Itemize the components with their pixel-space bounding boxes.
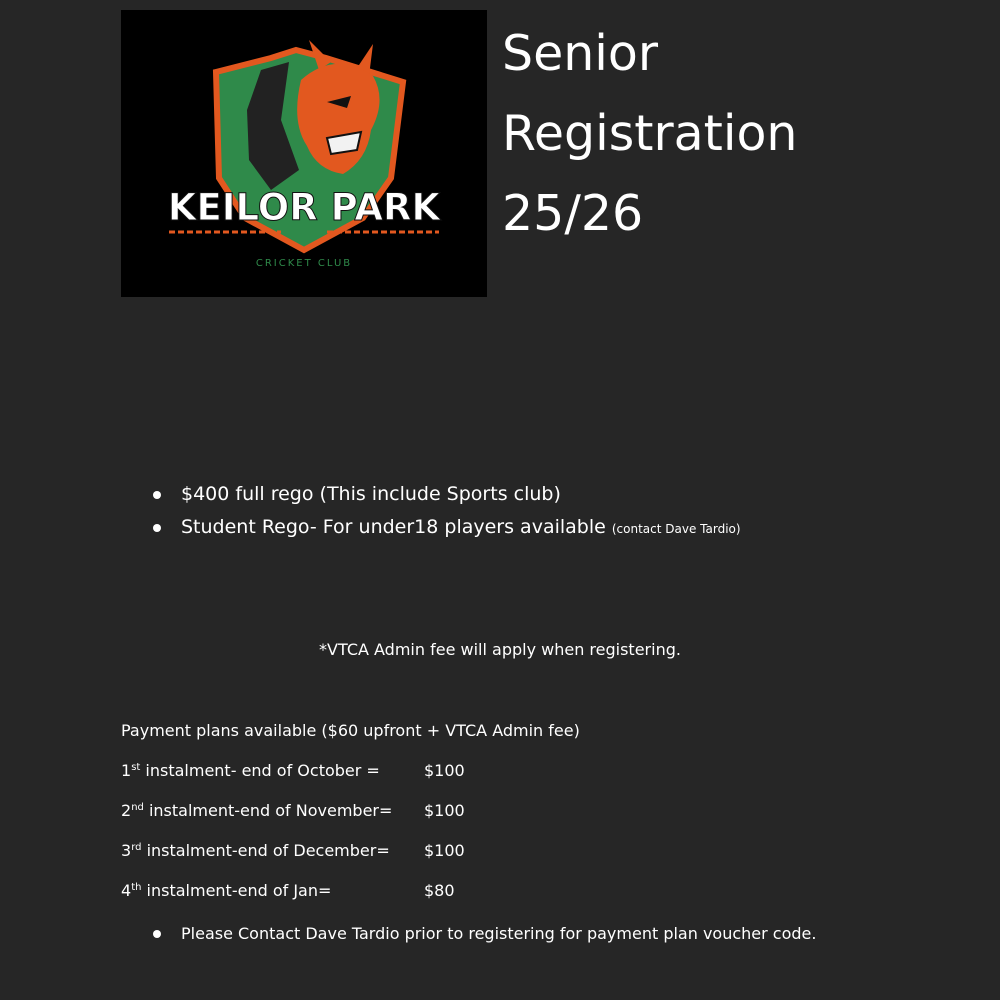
logo-wordmark: KEILOR PARK: [167, 186, 441, 229]
title-line-2: Registration: [502, 105, 798, 162]
instalment-number: 3: [121, 841, 132, 860]
fee-note: (contact Dave Tardio): [611, 522, 741, 536]
instalment-amount: $80: [424, 881, 455, 900]
ordinal-suffix: rd: [131, 842, 142, 853]
title-line-1: Senior: [502, 25, 659, 82]
instalment-amount: $100: [424, 841, 465, 860]
instalment-row: [121, 880, 580, 902]
devil-mascot-logo: [121, 10, 487, 297]
club-logo: [121, 10, 487, 297]
payment-plans-header: Payment plans available ($60 upfront + VTCA Admin fee): [121, 721, 580, 740]
ordinal-suffix: th: [131, 882, 142, 893]
payment-plans: [121, 720, 580, 902]
logo-subtext: CRICKET CLUB: [255, 258, 353, 269]
fee-list: [150, 478, 741, 544]
instalment-label: [121, 761, 380, 780]
instalment-row: [121, 800, 580, 822]
bullet-icon: [153, 491, 161, 499]
fee-text: Student Rego- For under18 players available: [181, 516, 612, 538]
admin-fee-note: *VTCA Admin fee will apply when registering.: [319, 640, 681, 659]
instalment-amount: $100: [424, 801, 465, 820]
instalment-text: instalment-end of December=: [141, 841, 390, 860]
instalment-number: 1: [121, 761, 132, 780]
ordinal-suffix: nd: [131, 802, 144, 813]
contact-note-text: Please Contact Dave Tardio prior to registering for payment plan voucher code.: [181, 924, 817, 943]
instalment-text: instalment-end of Jan=: [141, 881, 332, 900]
contact-note: [150, 922, 816, 946]
instalment-row: [121, 840, 580, 862]
page-title: [502, 14, 797, 254]
fee-text: $400 full rego (This include Sports club): [181, 483, 561, 505]
list-item: [150, 511, 741, 544]
ordinal-suffix: st: [131, 762, 141, 773]
instalment-label: [121, 841, 390, 860]
bullet-icon: [153, 524, 161, 532]
instalment-number: 2: [121, 801, 132, 820]
title-line-3: 25/26: [502, 185, 644, 242]
instalment-row: [121, 760, 580, 782]
instalment-amount: $100: [424, 761, 465, 780]
instalment-label: [121, 801, 392, 820]
instalment-text: instalment- end of October =: [140, 761, 380, 780]
instalment-number: 4: [121, 881, 132, 900]
list-item: [150, 478, 741, 511]
instalment-text: instalment-end of November=: [143, 801, 393, 820]
instalment-label: [121, 881, 331, 900]
bullet-icon: [153, 930, 161, 938]
